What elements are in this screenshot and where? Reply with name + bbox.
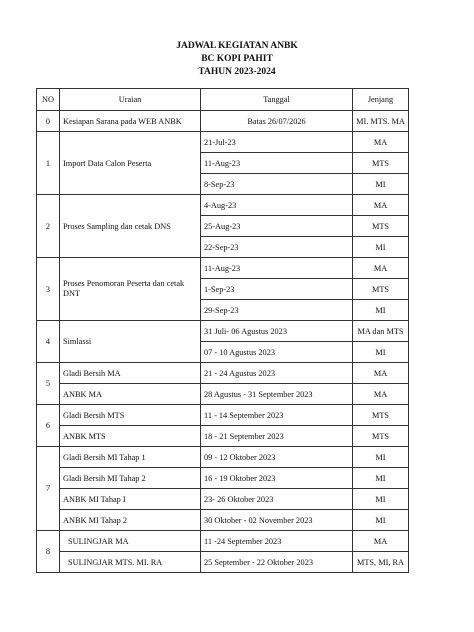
date-cell: 4-Aug-23 <box>201 195 353 216</box>
level-cell: MA <box>353 384 409 405</box>
header-tanggal: Tanggal <box>201 89 353 111</box>
row-number: 7 <box>37 447 60 531</box>
table-row <box>37 363 409 384</box>
date-cell: 11 - 14 September 2023 <box>201 405 353 426</box>
table-row <box>37 405 409 426</box>
date-cell: 11-Aug-23 <box>201 258 353 279</box>
activity-cell: SULINGJAR MTS. MI. RA <box>60 552 201 573</box>
table-row <box>37 489 409 510</box>
date-cell: 07 - 10 Agustus 2023 <box>201 342 353 363</box>
level-cell: MTS <box>353 405 409 426</box>
table-row <box>37 531 409 552</box>
table-row <box>37 132 409 153</box>
date-cell: 21 - 24 Agustus 2023 <box>201 363 353 384</box>
date-cell: 30 Oktober - 02 November 2023 <box>201 510 353 531</box>
activity-cell: Import Data Calon Peserta <box>60 132 201 195</box>
header-uraian: Uraian <box>60 89 201 111</box>
activity-cell: Kesiapan Sarana pada WEB ANBK <box>60 111 201 132</box>
activity-cell: Gladi Bersih MA <box>60 363 201 384</box>
date-cell: 28 Agustus - 31 September 2023 <box>201 384 353 405</box>
level-cell: MI <box>353 447 409 468</box>
header-jenjang: Jenjang <box>353 89 409 111</box>
table-row <box>37 468 409 489</box>
activity-cell: Proses Penomoran Peserta dan cetak DNT <box>60 258 201 321</box>
table-row <box>37 258 409 279</box>
activity-cell: Gladi Bersih MI Tahap 2 <box>60 468 201 489</box>
date-cell: 09 - 12 Oktober 2023 <box>201 447 353 468</box>
date-cell: 22-Sep-23 <box>201 237 353 258</box>
level-cell: MTS <box>353 216 409 237</box>
row-number: 1 <box>37 132 60 195</box>
level-cell: MI <box>353 300 409 321</box>
row-number: 8 <box>37 531 60 573</box>
table-row <box>37 426 409 447</box>
date-cell: 18 - 21 September 2023 <box>201 426 353 447</box>
date-cell: 11 -24 September 2023 <box>201 531 353 552</box>
row-number: 3 <box>37 258 60 321</box>
level-cell: MA <box>353 531 409 552</box>
level-cell: MA <box>353 195 409 216</box>
activity-cell: Gladi Bersih MI Tahap 1 <box>60 447 201 468</box>
level-cell: MTS, MI, RA <box>353 552 409 573</box>
level-cell: MTS <box>353 426 409 447</box>
date-cell: 23- 26 Oktober 2023 <box>201 489 353 510</box>
date-cell: 11-Aug-23 <box>201 153 353 174</box>
activity-cell: ANBK MI Tahap I <box>60 489 201 510</box>
schedule-table <box>36 88 409 573</box>
date-cell: 29-Sep-23 <box>201 300 353 321</box>
activity-cell: SULINGJAR MA <box>60 531 201 552</box>
document-year: TAHUN 2023-2024 <box>198 67 276 77</box>
activity-cell: Simlassi <box>60 321 201 363</box>
date-cell: 25 September - 22 Oktober 2023 <box>201 552 353 573</box>
table-row <box>37 195 409 216</box>
activity-cell: Gladi Bersih MTS <box>60 405 201 426</box>
level-cell: MI <box>353 174 409 195</box>
activity-cell: Proses Sampling dan cetak DNS <box>60 195 201 258</box>
table-row <box>37 384 409 405</box>
level-cell: MA <box>353 258 409 279</box>
level-cell: MTS <box>353 153 409 174</box>
level-cell: MA <box>353 363 409 384</box>
level-cell: MI <box>353 342 409 363</box>
date-cell: 1-Sep-23 <box>201 279 353 300</box>
date-cell: 16 - 19 Oktober 2023 <box>201 468 353 489</box>
level-cell: MI <box>353 510 409 531</box>
row-number: 5 <box>37 363 60 405</box>
date-cell: 31 Juli- 06 Agustus 2023 <box>201 321 353 342</box>
table-header-row <box>37 89 409 111</box>
table-row <box>37 111 409 132</box>
activity-cell: ANBK MTS <box>60 426 201 447</box>
activity-cell: ANBK MA <box>60 384 201 405</box>
row-number: 4 <box>37 321 60 363</box>
date-cell: 25-Aug-23 <box>201 216 353 237</box>
table-row <box>37 447 409 468</box>
level-cell: MI <box>353 237 409 258</box>
level-cell: MI. MTS. MA <box>353 111 409 132</box>
level-cell: MTS <box>353 279 409 300</box>
row-number: 6 <box>37 405 60 447</box>
document-title: JADWAL KEGIATAN ANBK <box>176 41 298 51</box>
date-cell: 21-Jul-23 <box>201 132 353 153</box>
row-number: 0 <box>37 111 60 132</box>
date-cell: Batas 26/07/2026 <box>201 111 353 132</box>
date-cell: 8-Sep-23 <box>201 174 353 195</box>
level-cell: MA <box>353 132 409 153</box>
table-row <box>37 510 409 531</box>
activity-cell: ANBK MI Tahap 2 <box>60 510 201 531</box>
header-no: NO <box>37 89 60 111</box>
level-cell: MI <box>353 489 409 510</box>
table-row <box>37 552 409 573</box>
level-cell: MI <box>353 468 409 489</box>
document-subtitle: BC KOPI PAHIT <box>201 54 273 64</box>
table-row <box>37 321 409 342</box>
row-number: 2 <box>37 195 60 258</box>
level-cell: MA dan MTS <box>353 321 409 342</box>
